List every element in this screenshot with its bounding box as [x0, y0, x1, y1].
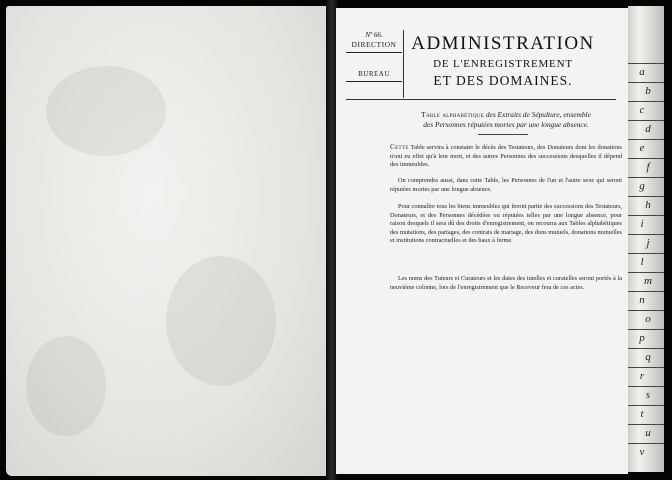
- index-tab-divider: [628, 272, 664, 273]
- index-tab-letter[interactable]: v: [639, 446, 645, 458]
- title-enregistrement: DE L'ENREGISTREMENT: [433, 58, 573, 70]
- index-tab-divider: [628, 177, 664, 178]
- index-tab-divider: [628, 443, 664, 444]
- index-tab-divider: [628, 405, 664, 406]
- index-tab-letter[interactable]: s: [645, 389, 651, 401]
- index-tab-letter[interactable]: m: [644, 275, 652, 287]
- index-tab-letter[interactable]: l: [640, 256, 644, 268]
- index-tab-divider: [628, 310, 664, 311]
- bureau-rule: [346, 81, 402, 82]
- index-tab-letter[interactable]: h: [645, 199, 651, 211]
- table-title-lead: Table alphabétique: [421, 110, 484, 119]
- index-tab-divider: [628, 196, 664, 197]
- index-tab-letter[interactable]: c: [639, 104, 645, 116]
- index-tab-letter[interactable]: d: [645, 123, 651, 135]
- header-divider: [403, 30, 404, 98]
- index-tab-letter[interactable]: i: [640, 218, 644, 230]
- index-tab-divider: [628, 291, 664, 292]
- paper-stain: [166, 256, 276, 386]
- table-title-line2: des Personnes réputées mortes par une longue absence.: [423, 119, 589, 129]
- direction-label: DIRECTION: [351, 40, 397, 49]
- index-tab-letter[interactable]: r: [639, 370, 645, 382]
- paragraph-1-lead: Cette: [390, 143, 409, 151]
- paragraph-2: On comprendra aussi, dans cette Table, les Personnes de l'un et l'autre sexe qui seront réputées mortes par une longue absence.: [390, 177, 622, 193]
- index-tab-divider: [628, 234, 664, 235]
- paper-stain: [46, 66, 166, 156]
- index-tab-divider: [628, 348, 664, 349]
- index-tab-divider: [628, 367, 664, 368]
- direction-rule: [346, 52, 402, 53]
- index-tab-divider: [628, 329, 664, 330]
- index-tab-divider: [628, 158, 664, 159]
- paragraph-4: Les noms des Tuteurs et Curateurs et les dates des tutelles et curatelles seront portés à la neuvième colonne, lors de l'enregistrement que le Receveur fera de ces actes.: [390, 275, 622, 291]
- table-title: [390, 110, 622, 129]
- register-number: Nº 66.: [365, 31, 383, 39]
- index-tab-divider: [628, 82, 664, 83]
- index-tab-letter[interactable]: b: [645, 85, 651, 97]
- title-rule: [478, 134, 528, 135]
- index-tab-letter[interactable]: j: [646, 237, 650, 249]
- index-tab-divider: [628, 63, 664, 64]
- title-administration: ADMINISTRATION: [411, 33, 595, 54]
- title-domaines: ET DES DOMAINES.: [433, 73, 573, 88]
- index-tab-divider: [628, 101, 664, 102]
- index-tab-letter[interactable]: o: [645, 313, 651, 325]
- index-tab-letter[interactable]: p: [639, 332, 645, 344]
- index-tab-letter[interactable]: u: [645, 427, 651, 439]
- paper-stain: [26, 336, 106, 436]
- index-tab-letter[interactable]: t: [640, 408, 644, 420]
- index-tab-letter[interactable]: g: [639, 180, 645, 192]
- paragraph-1: [390, 143, 622, 170]
- index-tab-letter[interactable]: a: [639, 66, 645, 78]
- index-tab-divider: [628, 215, 664, 216]
- index-tab-letter[interactable]: f: [646, 161, 650, 173]
- index-tab-divider: [628, 253, 664, 254]
- index-tab-edge: [628, 6, 664, 472]
- left-blank-page: [6, 6, 328, 476]
- index-tab-letter[interactable]: n: [639, 294, 645, 306]
- index-tab-divider: [628, 139, 664, 140]
- table-title-line1: des Extraits de Sépulture, ensemble: [484, 110, 591, 119]
- scan-border: [664, 0, 672, 480]
- bureau-label: BUREAU: [358, 70, 390, 78]
- index-tab-divider: [628, 386, 664, 387]
- paragraph-1-text: Table servira à constater le décès des Testateurs, des Donateurs dont les donations n'ont eu effet qu'à leur mort, et des autres Personnes des successions desquelles il dépend des immeubles.: [390, 144, 622, 169]
- index-tab-divider: [628, 120, 664, 121]
- index-tab-divider: [628, 424, 664, 425]
- index-tab-letter[interactable]: e: [639, 142, 645, 154]
- direction-box: [346, 30, 402, 84]
- header-rule: [346, 99, 616, 100]
- paragraph-3: Pour connaître tous les biens immeubles qui feront partie des successions des Testateurs, Donateurs, et des Personnes décédées ou réputées telles par une longue absence, pour raison desquels il sera dû des droits d'enregistrement, on recourra aux Tables alphabétiques des mutations, des partages, des contrats de mariage, des dons mutuels, donations mutuelles et institutions contractuelles et des baux à ferme.: [390, 203, 622, 245]
- index-tab-letter[interactable]: q: [645, 351, 651, 363]
